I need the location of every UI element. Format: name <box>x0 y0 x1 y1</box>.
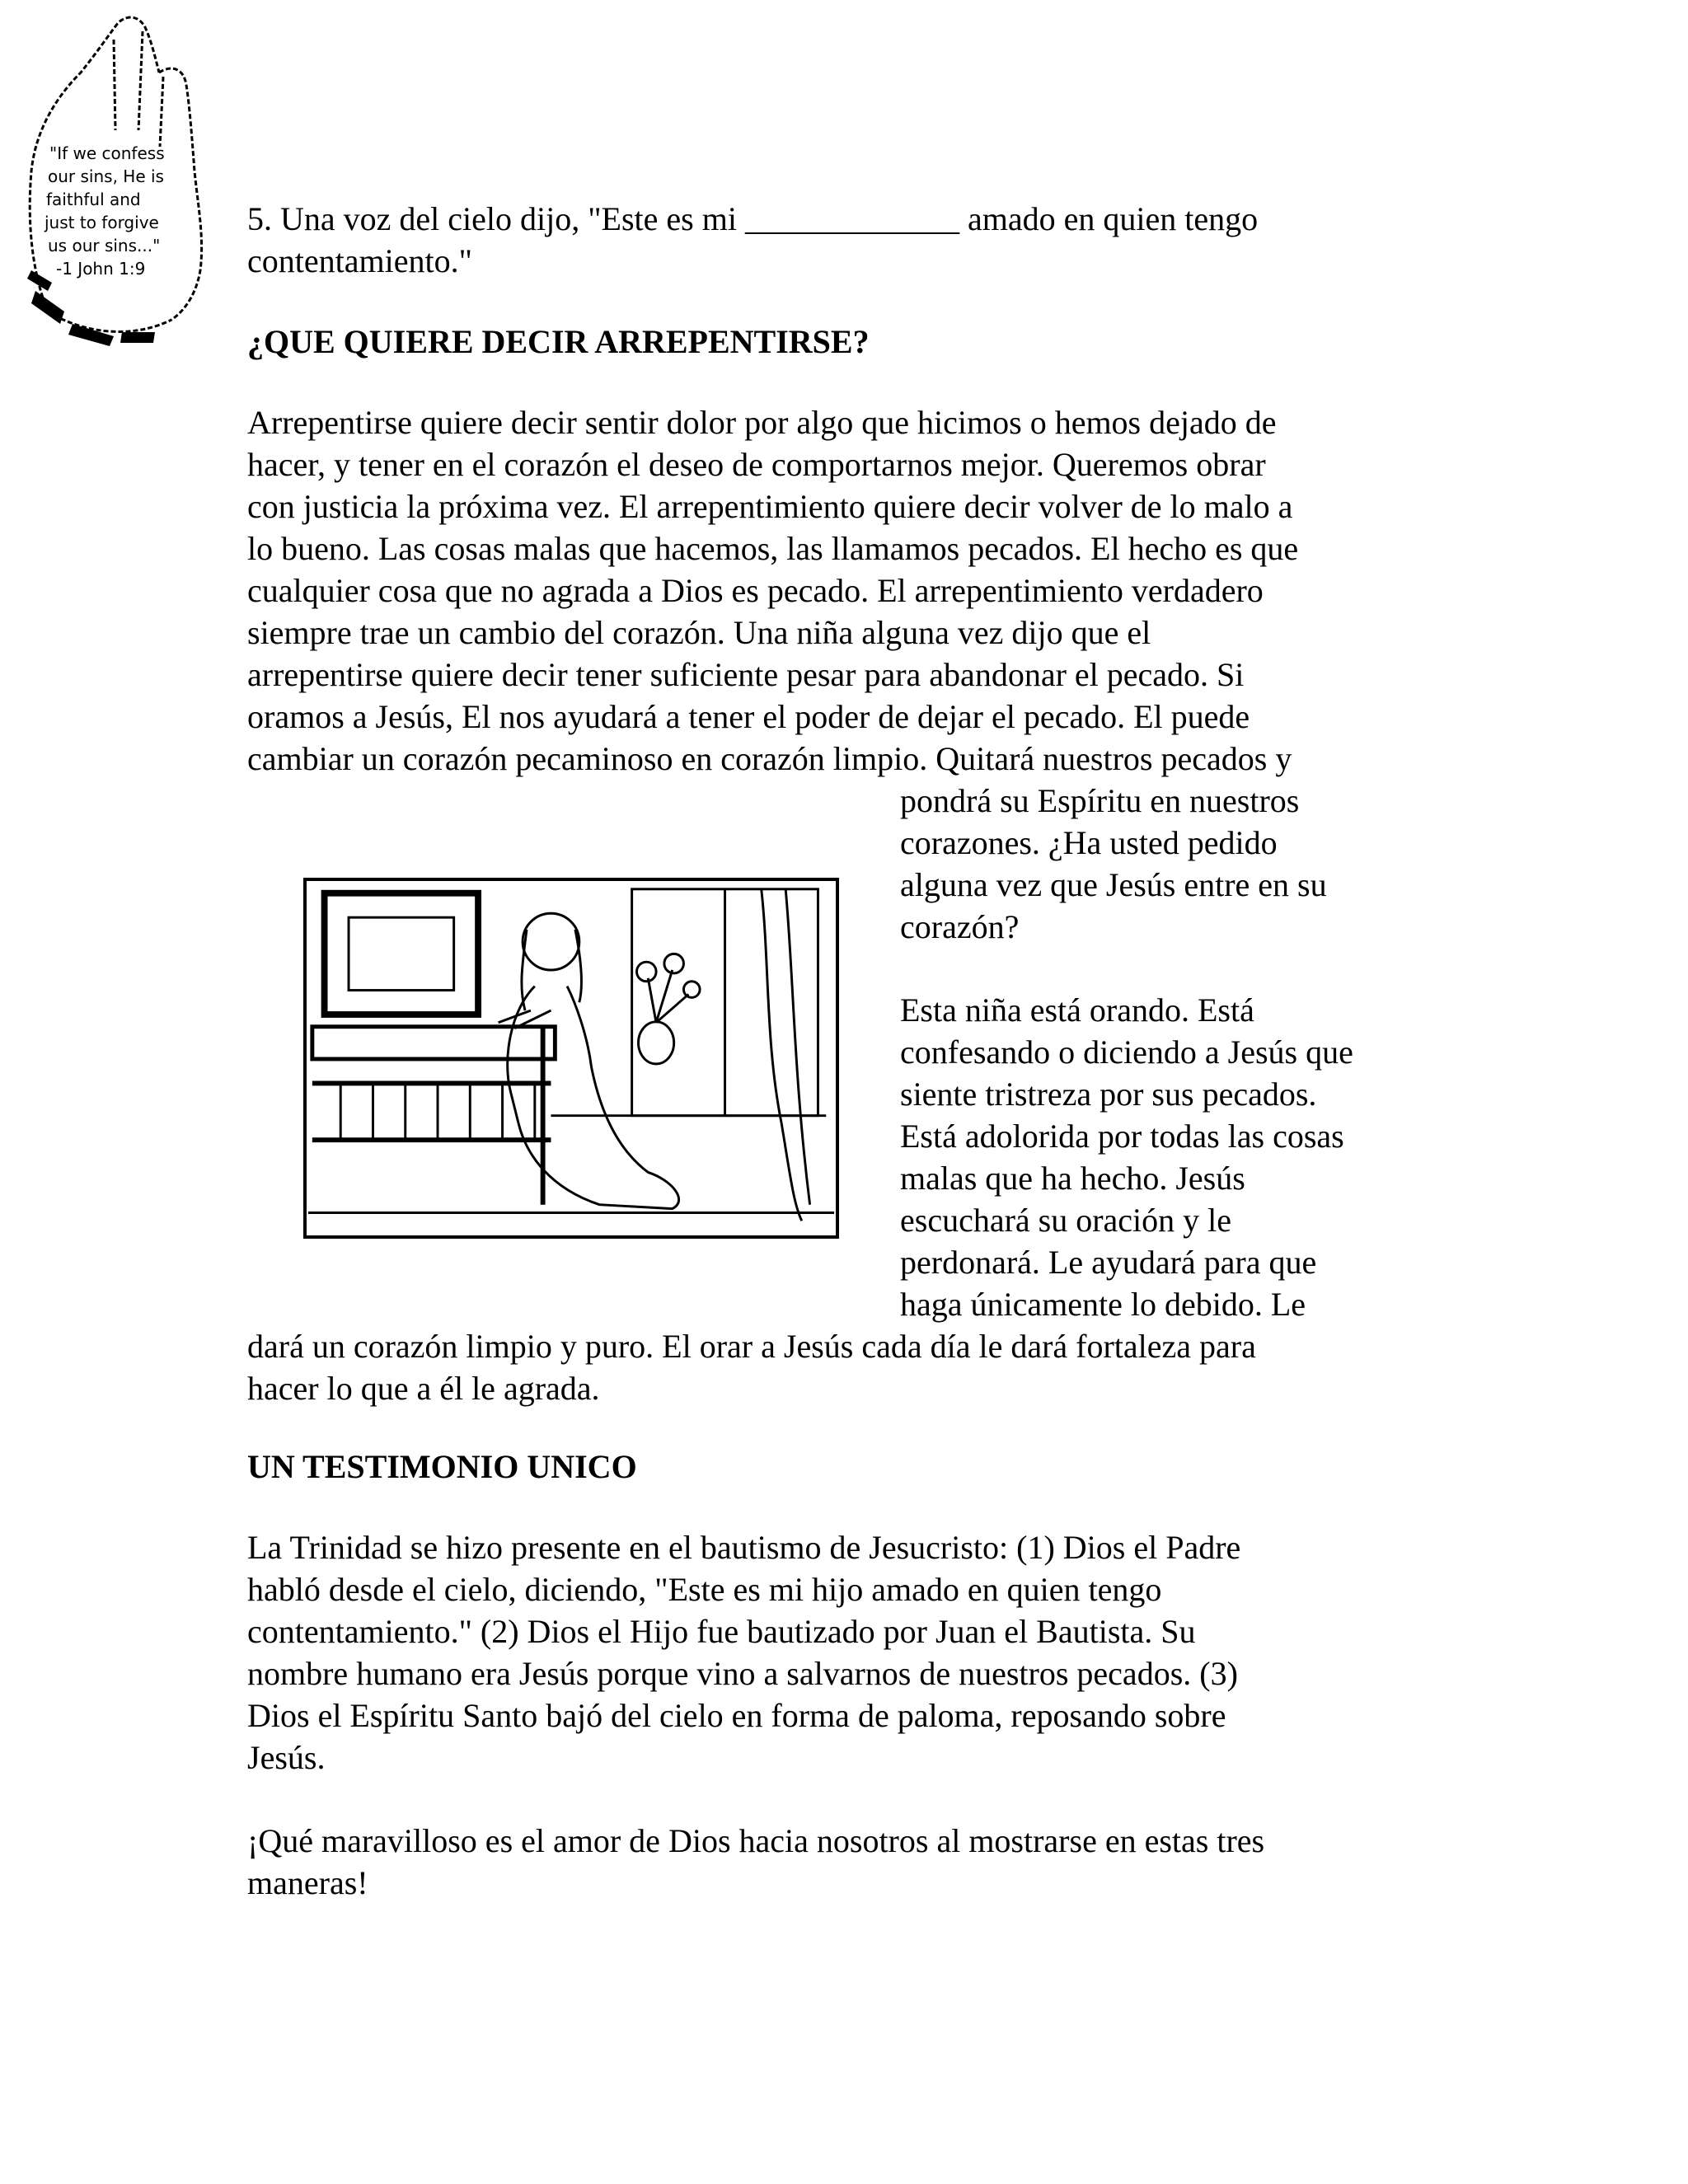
paragraph-line: con justicia la próxima vez. El arrepentimiento quiere decir volver de lo malo a <box>247 488 1293 525</box>
paragraph-line: lo bueno. Las cosas malas que hacemos, las llamamos pecados. El hecho es que <box>247 530 1299 567</box>
closing-line: ¡Qué maravilloso es el amor de Dios hacia nosotros al mostrarse en estas tres <box>247 1822 1265 1859</box>
caption-line: escuchará su oración y le <box>900 1202 1232 1239</box>
paragraph-line: pondrá su Espíritu en nuestros <box>900 782 1300 819</box>
logo-verse-line-2: our sins, He is <box>48 166 164 186</box>
paragraph-line: Arrepentirse quiere decir sentir dolor por algo que hicimos o hemos dejado de <box>247 404 1277 441</box>
caption-paragraph-full <box>247 1325 1256 1409</box>
praying-girl-illustration <box>303 878 839 1239</box>
caption-line: hacer lo que a él le agrada. <box>247 1370 600 1407</box>
paragraph-line: arrepentirse quiere decir tener suficiente pesar para abandonar el pecado. Si <box>247 656 1245 693</box>
paragraph-line: Jesús. <box>247 1739 326 1776</box>
section-heading-testimony: UN TESTIMONIO UNICO <box>247 1448 637 1485</box>
praying-hands-logo <box>15 7 217 349</box>
paragraph-line: siempre trae un cambio del corazón. Una niña alguna vez dijo que el <box>247 614 1151 651</box>
testimony-paragraph <box>247 1526 1240 1779</box>
caption-line: dará un corazón limpio y puro. El orar a Jesús cada día le dará fortaleza para <box>247 1328 1256 1365</box>
repent-paragraph-side <box>900 780 1327 948</box>
question-5 <box>247 198 1258 282</box>
logo-verse-line-3: faithful and <box>46 190 141 209</box>
logo-verse-line-5: us our sins..." <box>48 236 161 255</box>
logo-verse-line-6: -1 John 1:9 <box>56 259 146 279</box>
paragraph-line: Dios el Espíritu Santo bajó del cielo en forma de paloma, reposando sobre <box>247 1697 1226 1734</box>
paragraph-line: corazones. ¿Ha usted pedido <box>900 824 1278 861</box>
paragraph-line: La Trinidad se hizo presente en el bautismo de Jesucristo: (1) Dios el Padre <box>247 1529 1241 1566</box>
caption-line: siente tristreza por sus pecados. <box>900 1076 1317 1113</box>
paragraph-line: nombre humano era Jesús porque vino a salvarnos de nuestros pecados. (3) <box>247 1655 1238 1692</box>
logo-verse-line-4: just to forgive <box>45 213 159 232</box>
paragraph-line: alguna vez que Jesús entre en su <box>900 866 1327 903</box>
repent-paragraph <box>247 401 1298 780</box>
caption-paragraph-side <box>900 989 1353 1325</box>
section-heading-repent: ¿QUE QUIERE DECIR ARREPENTIRSE? <box>247 323 870 360</box>
paragraph-line: contentamiento." (2) Dios el Hijo fue bautizado por Juan el Bautista. Su <box>247 1613 1196 1650</box>
caption-line: haga únicamente lo debido. Le <box>900 1286 1306 1323</box>
caption-line: confesando o diciendo a Jesús que <box>900 1033 1353 1071</box>
caption-line: perdonará. Le ayudará para que <box>900 1244 1317 1281</box>
closing-line: maneras! <box>247 1864 368 1901</box>
paragraph-line: habló desde el cielo, diciendo, "Este es mi hijo amado en quien tengo <box>247 1571 1162 1608</box>
logo-verse-line-1: "If we confess <box>49 143 165 163</box>
question-5-line: contentamiento." <box>247 242 472 279</box>
closing-paragraph <box>247 1820 1264 1904</box>
question-5-line: 5. Una voz del cielo dijo, "Este es mi _____________ amado en quien tengo <box>247 200 1259 237</box>
paragraph-line: corazón? <box>900 908 1020 945</box>
paragraph-line: hacer, y tener en el corazón el deseo de comportarnos mejor. Queremos obrar <box>247 446 1266 483</box>
caption-line: Esta niña está orando. Está <box>900 991 1254 1029</box>
caption-line: malas que ha hecho. Jesús <box>900 1160 1245 1197</box>
paragraph-line: oramos a Jesús, El nos ayudará a tener el poder de dejar el pecado. El puede <box>247 698 1250 735</box>
paragraph-line: cambiar un corazón pecaminoso en corazón limpio. Quitará nuestros pecados y <box>247 740 1292 777</box>
praying-hands-icon <box>15 7 217 349</box>
praying-girl-icon <box>307 881 836 1235</box>
paragraph-line: cualquier cosa que no agrada a Dios es pecado. El arrepentimiento verdadero <box>247 572 1264 609</box>
caption-line: Está adolorida por todas las cosas <box>900 1118 1344 1155</box>
